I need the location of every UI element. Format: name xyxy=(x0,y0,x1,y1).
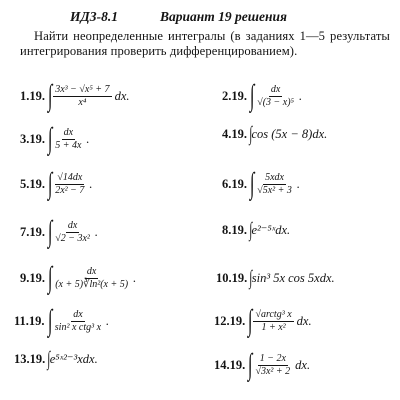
numerator: dx xyxy=(67,219,78,231)
expression: e²⁻⁵ˣdx. xyxy=(251,223,291,237)
numerator: 5xdx xyxy=(265,171,284,183)
integral-sign: ∫ xyxy=(47,261,53,294)
differential: dx. xyxy=(114,88,130,103)
period: . xyxy=(133,270,137,285)
fraction xyxy=(255,84,296,109)
numerator: dx xyxy=(63,126,74,138)
problem-number: 14.19. xyxy=(214,357,246,372)
period: . xyxy=(299,88,303,103)
problem-13 xyxy=(14,349,98,369)
integral-sign: ∫ xyxy=(249,219,253,241)
denominator: 1 + x² xyxy=(261,321,286,333)
period: . xyxy=(106,313,110,328)
integral-sign: ∫ xyxy=(249,267,253,289)
problem-3 xyxy=(20,124,90,154)
problem-4 xyxy=(222,124,327,144)
integral-sign: ∫ xyxy=(47,215,53,248)
numerator: √14dx xyxy=(57,171,83,183)
denominator: √3x² + 2 xyxy=(255,365,291,377)
expression: sin³ 5x cos 5xdx. xyxy=(251,270,335,285)
problem-number: 3.19. xyxy=(20,131,45,146)
fraction xyxy=(53,172,86,197)
numerator: dx xyxy=(86,265,97,277)
denominator: (x + 5)∛ln²(x + 5) xyxy=(55,278,129,290)
assignment-code: ИДЗ-8.1 xyxy=(70,9,118,24)
integral-sign: ∫ xyxy=(47,79,53,112)
integral-sign: ∫ xyxy=(249,123,253,145)
denominator: 2x² − 7 xyxy=(55,184,85,196)
problem-2 xyxy=(222,81,302,111)
problem-number: 9.19. xyxy=(20,270,45,285)
numerator: dx xyxy=(270,83,281,95)
numerator: 1 − 2x xyxy=(259,352,286,364)
differential: dx. xyxy=(295,357,311,372)
integral-sign: ∫ xyxy=(249,167,255,200)
problem-number: 6.19. xyxy=(222,176,247,191)
problem-8 xyxy=(222,220,290,240)
fraction xyxy=(53,309,103,334)
variant-title: Вариант 19 решения xyxy=(160,9,287,24)
problem-number: 11.19. xyxy=(14,313,45,328)
problem-6 xyxy=(222,169,300,199)
fraction xyxy=(253,309,293,334)
fraction xyxy=(53,266,130,291)
denominator: √5x² + 3 xyxy=(257,184,292,196)
integral-sign: ∫ xyxy=(249,79,255,112)
fraction xyxy=(53,220,92,245)
problem-number: 4.19. xyxy=(222,126,247,141)
fraction xyxy=(253,353,292,378)
integral-sign: ∫ xyxy=(47,122,53,155)
problem-number: 1.19. xyxy=(20,88,45,103)
numerator: 3x³ − √x⁵ + 7 xyxy=(55,83,110,95)
denominator: √(3 − x)⁵ xyxy=(257,96,295,108)
problem-7 xyxy=(20,217,98,247)
problem-10 xyxy=(216,268,335,288)
problem-number: 7.19. xyxy=(20,224,45,239)
problem-5 xyxy=(20,169,93,199)
integral-sign: ∫ xyxy=(248,304,253,337)
integral-sign: ∫ xyxy=(47,348,51,370)
numerator: √arctg³ x xyxy=(255,308,292,320)
problem-number: 13.19. xyxy=(14,351,46,366)
problem-number: 8.19. xyxy=(222,222,247,237)
problem-number: 2.19. xyxy=(222,88,247,103)
problem-11 xyxy=(14,306,109,336)
problem-number: 5.19. xyxy=(20,176,45,191)
instructions: Найти неопределенные интегралы (в заданиях 1—5 результаты интегрирования проверить дифференцированием). xyxy=(20,29,390,58)
problem-14 xyxy=(214,350,310,380)
denominator: x⁴ xyxy=(78,96,87,108)
denominator: √2 − 3x² xyxy=(55,232,90,244)
period: . xyxy=(94,224,99,239)
integral-sign: ∫ xyxy=(47,304,52,337)
expression: e⁵ˣ²⁻³xdx. xyxy=(49,352,98,366)
fraction xyxy=(53,127,83,152)
problem-1 xyxy=(20,81,130,111)
period: . xyxy=(86,131,90,146)
fraction xyxy=(255,172,294,197)
problem-number: 12.19. xyxy=(214,313,246,328)
problem-12 xyxy=(214,306,312,336)
integral-sign: ∫ xyxy=(47,167,53,200)
denominator: 5 + 4x xyxy=(55,139,82,151)
fraction xyxy=(53,84,111,109)
expression: cos (5x − 8)dx. xyxy=(251,126,328,141)
problem-number: 10.19. xyxy=(216,270,248,285)
denominator: sin² x ctg³ x xyxy=(54,321,102,333)
period: . xyxy=(296,176,301,191)
numerator: dx xyxy=(73,308,83,320)
period: . xyxy=(89,176,93,191)
integral-sign: ∫ xyxy=(248,348,253,381)
differential: dx. xyxy=(296,313,312,328)
problem-9 xyxy=(20,263,136,293)
